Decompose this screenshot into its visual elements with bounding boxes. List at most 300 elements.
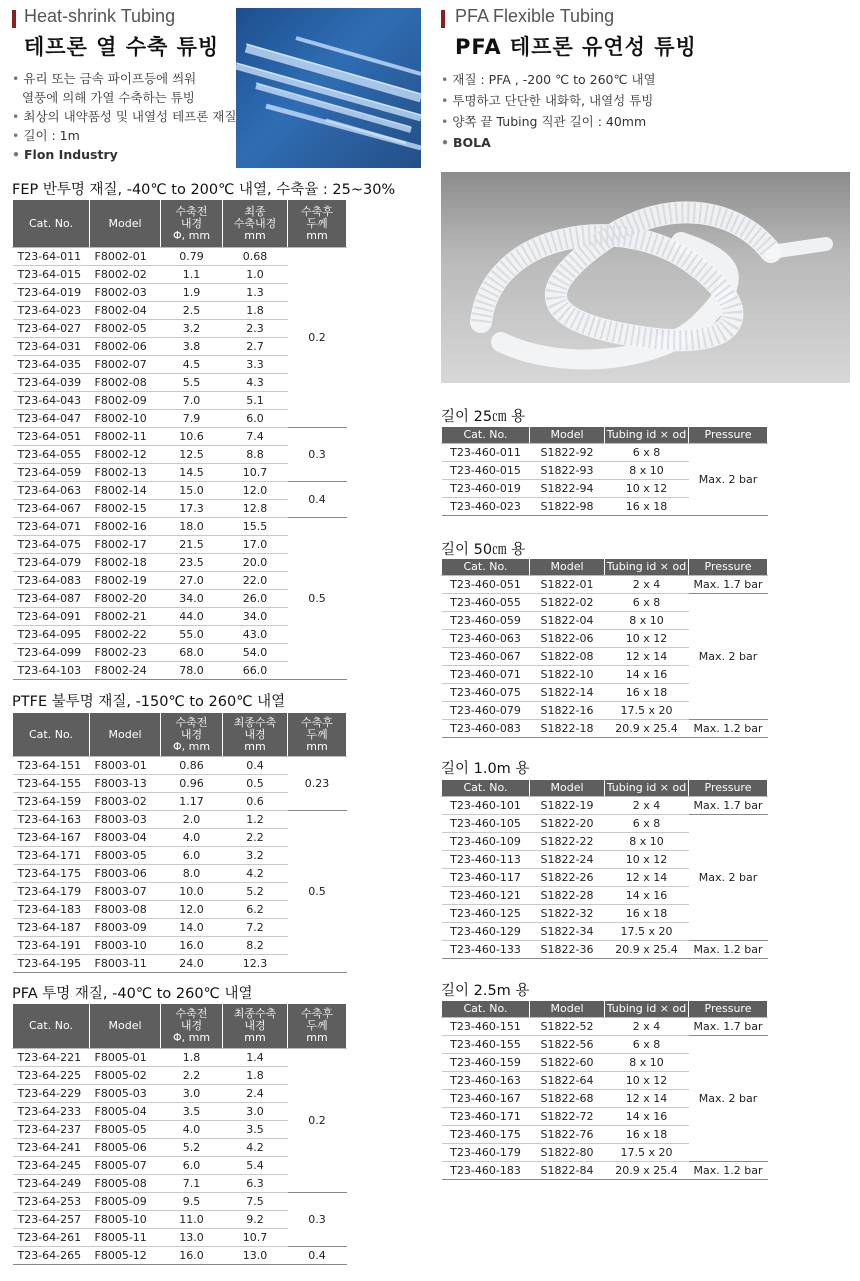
table-cell: F8005-05 <box>90 1121 161 1139</box>
column-header: Model <box>530 1001 605 1018</box>
table-header-row <box>442 427 768 444</box>
table-cell: 17.0 <box>223 536 288 554</box>
table-cell: 12.3 <box>223 955 288 973</box>
table-cell: T23-64-183 <box>13 901 90 919</box>
table-cell: 7.4 <box>223 428 288 446</box>
pfa-heading-en: PFA Flexible Tubing <box>455 6 615 26</box>
group-value-cell: Max. 2 bar <box>689 1036 768 1162</box>
table-cell: F8005-11 <box>90 1229 161 1247</box>
table-cell: 6.0 <box>161 847 223 865</box>
table-cell: 66.0 <box>223 662 288 680</box>
table-cell: T23-64-249 <box>13 1175 90 1193</box>
table-cell: 17.5 x 20 <box>605 702 689 720</box>
table-cell: 11.0 <box>161 1211 223 1229</box>
table-cell: F8005-01 <box>90 1049 161 1067</box>
length-25cm-title: 길이 25㎝ 용 <box>441 409 526 425</box>
table-cell: 18.0 <box>161 518 223 536</box>
column-header: 최종 수축내경 mm <box>223 200 288 248</box>
group-value-cell: Max. 1.2 bar <box>689 1162 768 1180</box>
column-header: 수축후 두께 mm <box>288 200 347 248</box>
table-cell: T23-64-159 <box>13 793 90 811</box>
table-cell: T23-64-257 <box>13 1211 90 1229</box>
table-cell: T23-460-105 <box>442 815 530 833</box>
table-cell: 4.3 <box>223 374 288 392</box>
table-cell: 2 x 4 <box>605 1018 689 1036</box>
table-header-row <box>442 1001 768 1018</box>
table-cell: 16.0 <box>161 937 223 955</box>
table-cell: T23-64-261 <box>13 1229 90 1247</box>
table-cell: 3.8 <box>161 338 223 356</box>
table-cell: F8005-07 <box>90 1157 161 1175</box>
column-header: 수축전 내경 Φ, mm <box>161 1004 223 1049</box>
table-cell: T23-64-265 <box>13 1247 90 1265</box>
table-cell: S1822-02 <box>530 594 605 612</box>
table-cell: F8003-02 <box>90 793 161 811</box>
description-line: • 양쪽 끝 Tubing 직관 길이 : 40mm <box>441 111 841 132</box>
description-line: • 재질 : PFA , -200 ℃ to 260℃ 내열 <box>441 69 841 90</box>
table-cell: 44.0 <box>161 608 223 626</box>
table-cell: S1822-72 <box>530 1108 605 1126</box>
table-cell: F8002-21 <box>90 608 161 626</box>
table-cell: T23-64-175 <box>13 865 90 883</box>
group-value-cell: 0.4 <box>288 1247 347 1265</box>
table-cell: F8003-09 <box>90 919 161 937</box>
table-cell: T23-64-011 <box>13 248 90 266</box>
group-value-cell: Max. 1.7 bar <box>689 1018 768 1036</box>
column-header: Cat. No. <box>442 1001 530 1018</box>
length-1m-table <box>441 779 768 959</box>
table-cell: S1822-64 <box>530 1072 605 1090</box>
table-cell: T23-460-063 <box>442 630 530 648</box>
table-cell: 8 x 10 <box>605 612 689 630</box>
table-cell: 34.0 <box>223 608 288 626</box>
heat-shrink-description <box>12 69 237 164</box>
table-cell: S1822-19 <box>530 797 605 815</box>
table-cell: 23.5 <box>161 554 223 572</box>
table-cell: F8005-06 <box>90 1139 161 1157</box>
table-row <box>13 757 347 775</box>
table-cell: F8003-01 <box>90 757 161 775</box>
column-header: Pressure <box>689 1001 768 1018</box>
table-cell: F8002-04 <box>90 302 161 320</box>
table-cell: 2.4 <box>223 1085 288 1103</box>
table-cell: T23-460-133 <box>442 941 530 959</box>
table-cell: F8002-11 <box>90 428 161 446</box>
column-header: Cat. No. <box>442 559 530 576</box>
table-cell: T23-460-011 <box>442 444 530 462</box>
table-cell: 6.0 <box>161 1157 223 1175</box>
table-cell: F8005-12 <box>90 1247 161 1265</box>
table-cell: F8003-07 <box>90 883 161 901</box>
table-cell: T23-460-167 <box>442 1090 530 1108</box>
table-cell: T23-460-067 <box>442 648 530 666</box>
table-cell: F8002-06 <box>90 338 161 356</box>
table-cell: S1822-14 <box>530 684 605 702</box>
length-25cm-table <box>441 426 768 516</box>
table-cell: 24.0 <box>161 955 223 973</box>
table-cell: 10 x 12 <box>605 1072 689 1090</box>
table-cell: 12.0 <box>161 901 223 919</box>
table-header-row <box>442 559 768 576</box>
table-cell: 0.68 <box>223 248 288 266</box>
table-cell: F8002-19 <box>90 572 161 590</box>
table-cell: T23-64-237 <box>13 1121 90 1139</box>
table-cell: 10 x 12 <box>605 630 689 648</box>
table-cell: 8.8 <box>223 446 288 464</box>
table-cell: F8002-05 <box>90 320 161 338</box>
table-cell: F8003-10 <box>90 937 161 955</box>
table-cell: T23-64-171 <box>13 847 90 865</box>
table-cell: T23-64-071 <box>13 518 90 536</box>
pfa-clear-spec-table <box>12 1003 347 1265</box>
table-cell: S1822-26 <box>530 869 605 887</box>
column-header: Tubing id × od <box>605 1001 689 1018</box>
table-cell: T23-64-155 <box>13 775 90 793</box>
table-cell: 1.2 <box>223 811 288 829</box>
table-cell: S1822-32 <box>530 905 605 923</box>
column-header: Tubing id × od <box>605 427 689 444</box>
group-value-cell: 0.5 <box>288 811 347 973</box>
table-cell: T23-460-113 <box>442 851 530 869</box>
table-cell: S1822-24 <box>530 851 605 869</box>
table-row <box>442 444 768 462</box>
table-cell: 1.4 <box>223 1049 288 1067</box>
table-cell: 12 x 14 <box>605 648 689 666</box>
table-cell: 26.0 <box>223 590 288 608</box>
table-cell: 7.9 <box>161 410 223 428</box>
table-cell: T23-64-179 <box>13 883 90 901</box>
group-value-cell: Max. 1.2 bar <box>689 720 768 738</box>
table-cell: 5.4 <box>223 1157 288 1175</box>
table-cell: 1.1 <box>161 266 223 284</box>
table-cell: 1.0 <box>223 266 288 284</box>
table-cell: 4.2 <box>223 1139 288 1157</box>
table-row <box>13 1049 347 1067</box>
table-cell: F8002-14 <box>90 482 161 500</box>
table-cell: S1822-76 <box>530 1126 605 1144</box>
table-cell: 1.8 <box>223 1067 288 1085</box>
fep-spec-table <box>12 199 347 680</box>
table-cell: 2 x 4 <box>605 797 689 815</box>
table-cell: 9.5 <box>161 1193 223 1211</box>
table-row <box>442 576 768 594</box>
table-cell: 10.6 <box>161 428 223 446</box>
table-cell: 20.9 x 25.4 <box>605 941 689 959</box>
table-cell: T23-64-253 <box>13 1193 90 1211</box>
table-cell: T23-64-055 <box>13 446 90 464</box>
table-cell: T23-64-091 <box>13 608 90 626</box>
table-cell: 10 x 12 <box>605 851 689 869</box>
table-cell: 54.0 <box>223 644 288 662</box>
table-cell: S1822-92 <box>530 444 605 462</box>
table-cell: T23-64-225 <box>13 1067 90 1085</box>
heat-shrink-tubing-photo <box>236 8 421 168</box>
table-cell: 6.2 <box>223 901 288 919</box>
manufacturer-line: • BOLA <box>441 132 841 153</box>
column-header: Cat. No. <box>13 713 90 757</box>
table-cell: S1822-18 <box>530 720 605 738</box>
table-cell: S1822-10 <box>530 666 605 684</box>
column-header: Model <box>530 559 605 576</box>
fep-table-title: FEP 반투명 재질, -40℃ to 200℃ 내열, 수축율 : 25~30% <box>12 182 396 198</box>
table-cell: T23-64-015 <box>13 266 90 284</box>
table-cell: T23-460-023 <box>442 498 530 516</box>
table-row <box>442 941 768 959</box>
table-cell: 8 x 10 <box>605 462 689 480</box>
table-cell: F8002-10 <box>90 410 161 428</box>
table-cell: T23-460-171 <box>442 1108 530 1126</box>
table-cell: S1822-98 <box>530 498 605 516</box>
table-cell: 5.1 <box>223 392 288 410</box>
column-header: Cat. No. <box>442 427 530 444</box>
column-header: 수축후 두께 mm <box>288 1004 347 1049</box>
table-cell: S1822-34 <box>530 923 605 941</box>
table-cell: 17.3 <box>161 500 223 518</box>
table-cell: 34.0 <box>161 590 223 608</box>
column-header: Model <box>90 200 161 248</box>
table-cell: T23-64-043 <box>13 392 90 410</box>
group-value-cell: Max. 1.2 bar <box>689 941 768 959</box>
table-row <box>442 1162 768 1180</box>
table-cell: 21.5 <box>161 536 223 554</box>
table-cell: 7.1 <box>161 1175 223 1193</box>
table-cell: 3.5 <box>223 1121 288 1139</box>
table-cell: T23-64-103 <box>13 662 90 680</box>
pfa-flexible-tubing-photo <box>441 172 850 383</box>
table-cell: S1822-01 <box>530 576 605 594</box>
table-cell: S1822-04 <box>530 612 605 630</box>
table-cell: T23-64-163 <box>13 811 90 829</box>
table-cell: T23-64-233 <box>13 1103 90 1121</box>
table-cell: T23-460-121 <box>442 887 530 905</box>
table-cell: S1822-93 <box>530 462 605 480</box>
table-cell: T23-460-151 <box>442 1018 530 1036</box>
table-row <box>13 428 347 446</box>
pfa-description <box>441 69 841 153</box>
table-cell: F8002-22 <box>90 626 161 644</box>
table-cell: 12.8 <box>223 500 288 518</box>
table-cell: S1822-84 <box>530 1162 605 1180</box>
table-cell: F8002-09 <box>90 392 161 410</box>
table-cell: F8005-08 <box>90 1175 161 1193</box>
table-cell: 0.4 <box>223 757 288 775</box>
table-cell: 10 x 12 <box>605 480 689 498</box>
column-header: Pressure <box>689 780 768 797</box>
column-header: 수축후 두께 mm <box>288 713 347 757</box>
table-cell: 5.2 <box>223 883 288 901</box>
column-header: 수축전 내경 Φ, mm <box>161 200 223 248</box>
table-cell: S1822-36 <box>530 941 605 959</box>
table-cell: S1822-22 <box>530 833 605 851</box>
table-cell: T23-64-031 <box>13 338 90 356</box>
table-cell: F8002-01 <box>90 248 161 266</box>
table-cell: 3.2 <box>223 847 288 865</box>
table-cell: 1.17 <box>161 793 223 811</box>
group-value-cell: Max. 2 bar <box>689 815 768 941</box>
column-header: 최종수축 내경 mm <box>223 713 288 757</box>
table-cell: F8002-20 <box>90 590 161 608</box>
table-cell: F8002-08 <box>90 374 161 392</box>
table-cell: 7.2 <box>223 919 288 937</box>
table-cell: 6 x 8 <box>605 444 689 462</box>
table-cell: 22.0 <box>223 572 288 590</box>
table-cell: T23-460-079 <box>442 702 530 720</box>
table-cell: T23-460-155 <box>442 1036 530 1054</box>
coiled-tube-illustration <box>441 172 850 383</box>
group-value-cell: Max. 2 bar <box>689 444 768 516</box>
group-value-cell: Max. 1.7 bar <box>689 576 768 594</box>
table-cell: S1822-20 <box>530 815 605 833</box>
column-header: 최종수축 내경 mm <box>223 1004 288 1049</box>
length-1m-title: 길이 1.0m 용 <box>441 761 530 777</box>
column-header: Cat. No. <box>442 780 530 797</box>
table-cell: F8003-05 <box>90 847 161 865</box>
table-row <box>442 815 768 833</box>
table-row <box>13 1193 347 1211</box>
table-cell: 43.0 <box>223 626 288 644</box>
table-cell: 2.7 <box>223 338 288 356</box>
table-cell: T23-460-109 <box>442 833 530 851</box>
table-cell: T23-64-191 <box>13 937 90 955</box>
table-cell: 1.8 <box>161 1049 223 1067</box>
table-row <box>13 482 347 500</box>
table-cell: 0.5 <box>223 775 288 793</box>
table-cell: 4.0 <box>161 1121 223 1139</box>
table-cell: F8002-17 <box>90 536 161 554</box>
table-cell: T23-64-023 <box>13 302 90 320</box>
table-row <box>13 811 347 829</box>
table-cell: 14.5 <box>161 464 223 482</box>
table-cell: 5.2 <box>161 1139 223 1157</box>
table-cell: 14 x 16 <box>605 1108 689 1126</box>
table-cell: 9.2 <box>223 1211 288 1229</box>
table-cell: T23-64-079 <box>13 554 90 572</box>
table-cell: T23-64-067 <box>13 500 90 518</box>
description-line: 열풍에 의해 가열 수축하는 튜빙 <box>22 90 195 105</box>
length-2-5m-title: 길이 2.5m 용 <box>441 983 530 999</box>
column-header: Tubing id × od <box>605 559 689 576</box>
pfa-clear-table-title: PFA 투명 재질, -40℃ to 260℃ 내열 <box>12 986 253 1002</box>
column-header: Model <box>530 780 605 797</box>
column-header: 수축전 내경 Φ, mm <box>161 713 223 757</box>
table-cell: S1822-06 <box>530 630 605 648</box>
table-cell: 16.0 <box>161 1247 223 1265</box>
table-cell: 16 x 18 <box>605 498 689 516</box>
table-cell: T23-460-159 <box>442 1054 530 1072</box>
table-cell: T23-460-075 <box>442 684 530 702</box>
table-cell: 15.5 <box>223 518 288 536</box>
column-header: Pressure <box>689 559 768 576</box>
table-cell: 7.0 <box>161 392 223 410</box>
table-cell: 2.5 <box>161 302 223 320</box>
table-cell: T23-64-047 <box>13 410 90 428</box>
table-cell: 0.6 <box>223 793 288 811</box>
table-cell: 16 x 18 <box>605 905 689 923</box>
table-cell: S1822-16 <box>530 702 605 720</box>
table-cell: T23-460-117 <box>442 869 530 887</box>
table-cell: 8 x 10 <box>605 1054 689 1072</box>
table-cell: F8002-02 <box>90 266 161 284</box>
table-cell: 0.96 <box>161 775 223 793</box>
group-value-cell: 0.4 <box>288 482 347 518</box>
table-cell: F8002-23 <box>90 644 161 662</box>
table-cell: S1822-52 <box>530 1018 605 1036</box>
table-cell: 4.0 <box>161 829 223 847</box>
table-cell: 12.0 <box>223 482 288 500</box>
table-cell: 13.0 <box>223 1247 288 1265</box>
manufacturer-line: • Flon Industry <box>12 145 237 164</box>
table-cell: T23-64-087 <box>13 590 90 608</box>
ptfe-table-title: PTFE 불투명 재질, -150℃ to 260℃ 내열 <box>12 694 286 710</box>
table-row <box>442 594 768 612</box>
table-cell: T23-460-015 <box>442 462 530 480</box>
table-cell: T23-460-059 <box>442 612 530 630</box>
table-cell: 16 x 18 <box>605 684 689 702</box>
table-cell: F8002-24 <box>90 662 161 680</box>
table-cell: T23-64-099 <box>13 644 90 662</box>
table-cell: 10.7 <box>223 1229 288 1247</box>
table-cell: 2.2 <box>161 1067 223 1085</box>
table-cell: 14 x 16 <box>605 666 689 684</box>
table-cell: 3.0 <box>223 1103 288 1121</box>
table-cell: T23-64-221 <box>13 1049 90 1067</box>
pfa-heading-ko: PFA 테프론 유연성 튜빙 <box>455 35 697 59</box>
table-cell: F8005-02 <box>90 1067 161 1085</box>
table-cell: F8005-04 <box>90 1103 161 1121</box>
heat-shrink-heading-en: Heat-shrink Tubing <box>24 6 176 26</box>
table-row <box>442 1018 768 1036</box>
table-cell: F8003-11 <box>90 955 161 973</box>
table-cell: F8003-06 <box>90 865 161 883</box>
column-header: Cat. No. <box>13 200 90 248</box>
table-header-row <box>13 713 347 757</box>
table-cell: 17.5 x 20 <box>605 923 689 941</box>
table-cell: F8003-03 <box>90 811 161 829</box>
column-header: Pressure <box>689 427 768 444</box>
table-cell: 4.2 <box>223 865 288 883</box>
table-cell: 15.0 <box>161 482 223 500</box>
table-cell: 8.0 <box>161 865 223 883</box>
length-2-5m-table <box>441 1000 768 1180</box>
table-cell: T23-460-129 <box>442 923 530 941</box>
table-row <box>442 1036 768 1054</box>
table-cell: 1.3 <box>223 284 288 302</box>
group-value-cell: Max. 1.7 bar <box>689 797 768 815</box>
table-cell: T23-64-167 <box>13 829 90 847</box>
table-cell: 55.0 <box>161 626 223 644</box>
column-header: Model <box>90 713 161 757</box>
table-cell: 2 x 4 <box>605 576 689 594</box>
group-value-cell: 0.3 <box>288 428 347 482</box>
table-cell: T23-64-075 <box>13 536 90 554</box>
table-row <box>13 248 347 266</box>
table-cell: T23-64-059 <box>13 464 90 482</box>
table-header-row <box>13 200 347 248</box>
table-cell: F8002-16 <box>90 518 161 536</box>
table-cell: 12 x 14 <box>605 869 689 887</box>
table-cell: T23-460-175 <box>442 1126 530 1144</box>
table-cell: F8002-15 <box>90 500 161 518</box>
table-cell: 16 x 18 <box>605 1126 689 1144</box>
column-header: Model <box>90 1004 161 1049</box>
table-cell: T23-460-071 <box>442 666 530 684</box>
table-row <box>13 518 347 536</box>
table-cell: 6.3 <box>223 1175 288 1193</box>
table-cell: T23-64-095 <box>13 626 90 644</box>
table-header-row <box>442 780 768 797</box>
table-cell: 14.0 <box>161 919 223 937</box>
description-line: • 길이 : 1m <box>12 126 237 145</box>
